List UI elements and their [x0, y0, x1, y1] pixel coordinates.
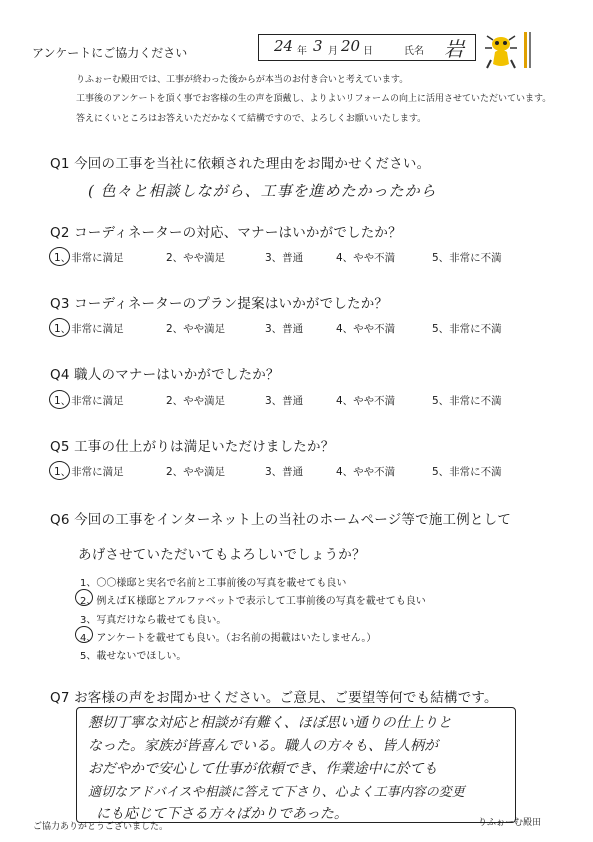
name-value: 岩 [444, 37, 464, 61]
q6-option-1: 1、〇〇様邸と実名で名前と工事前後の写真を載せても良い [80, 578, 347, 589]
q6-option-3: 3、写真だけなら載せても良い。 [80, 615, 227, 626]
q4-option-2: 2、やや満足 [166, 395, 226, 407]
company-logo-icon [481, 30, 521, 70]
q2-option-3: 3、普通 [265, 252, 304, 264]
q4-option-5: 5、非常に不満 [432, 395, 502, 407]
question-5: Q5 工事の仕上がりは満足いただけましたか？ [50, 439, 335, 455]
intro-line-1: りふぉーむ殿田では、工事が終わった後からが本当のお付き合いと考えています。 [76, 75, 409, 85]
q3-option-3: 3、普通 [265, 323, 304, 335]
q2-option-2: 2、やや満足 [166, 252, 226, 264]
q7-answer-line-1: 懇切丁寧な対応と相談が有難く、ほぼ思い通りの仕上りと [88, 715, 452, 731]
q5-option-5: 5、非常に不満 [432, 466, 502, 478]
q4-option-1: 1、非常に満足 [54, 395, 124, 407]
question-7: Q7 お客様の声をお聞かせください。ご意見、ご要望等何でも結構です。 [50, 690, 498, 706]
form-title: アンケートにご協力ください [32, 46, 188, 60]
q4-option-3: 3、普通 [265, 395, 304, 407]
q7-answer-line-2: なった。家族が皆喜んでいる。職人の方々も、皆人柄が [88, 738, 438, 754]
q5-option-1: 1、非常に満足 [54, 466, 124, 478]
intro-line-3: 答えにくいところはお答えいただかなくて結構ですので、よろしくお願いいたします。 [76, 114, 427, 124]
q2-option-4: 4、やや不満 [336, 252, 396, 264]
footer-thanks: ご協力ありがとうございました。 [33, 822, 169, 832]
q3-option-2: 2、やや満足 [166, 323, 226, 335]
year-value: 24 [274, 37, 294, 55]
q3-option-4: 4、やや不満 [336, 323, 396, 335]
q5-option-2: 2、やや満足 [166, 466, 226, 478]
month-value: 3 [313, 37, 323, 55]
day-value: 20 [341, 37, 361, 55]
question-4: Q4 職人のマナーはいかがでしたか？ [50, 367, 280, 383]
q2-option-1: 1、非常に満足 [54, 252, 124, 264]
question-6-line-1: Q6 今回の工事をインターネット上の当社のホームページ等で施工例として [50, 512, 512, 528]
question-3: Q3 コーディネーターのプラン提案はいかがでしたか？ [50, 296, 389, 312]
q5-option-3: 3、普通 [265, 466, 304, 478]
q3-option-1: 1、非常に満足 [54, 323, 124, 335]
day-label: 日 [363, 46, 373, 57]
q4-option-4: 4、やや不満 [336, 395, 396, 407]
q7-answer-line-5: にも応じて下さる方々ばかりであった。 [96, 806, 348, 822]
name-label: 氏名 [404, 46, 424, 57]
q7-answer-line-3: おだやかで安心して仕事が依頼でき、作業途中に於ても [88, 761, 438, 777]
logo-side-mark-icon [523, 30, 533, 70]
q3-option-5: 5、非常に不満 [432, 323, 502, 335]
month-label: 月 [328, 46, 338, 57]
question-2: Q2 コーディネーターの対応、マナーはいかがでしたか？ [50, 225, 402, 241]
year-label: 年 [297, 46, 307, 57]
intro-line-2: 工事後のアンケートを頂く事でお客様の生の声を頂戴し、よりよいリフォームの向上に活用させていただいています。 [76, 94, 552, 104]
footer-company: りふぉーむ殿田 [478, 818, 542, 828]
question-1: Q1 今回の工事を当社に依頼された理由をお聞かせください。 [50, 156, 431, 172]
q2-option-5: 5、非常に不満 [432, 252, 502, 264]
q6-option-2: 2、例えばＫ様邸とアルファベットで表示して工事前後の写真を載せても良い [80, 596, 426, 607]
q5-option-4: 4、やや不満 [336, 466, 396, 478]
q6-option-5: 5、載せないでほしい。 [80, 651, 187, 662]
question-6-line-2: あげさせていただいてもよろしいでしょうか？ [78, 547, 366, 563]
q6-option-4: 4、アンケートを載せても良い。（お名前の掲載はいたしません。） [80, 633, 377, 644]
q7-answer-line-4: 適切なアドバイスや相談に答えて下さり、心よく工事内容の変更 [88, 785, 465, 800]
answer-1: ( 色々と相談しながら、工事を進めたかったから [88, 182, 437, 200]
